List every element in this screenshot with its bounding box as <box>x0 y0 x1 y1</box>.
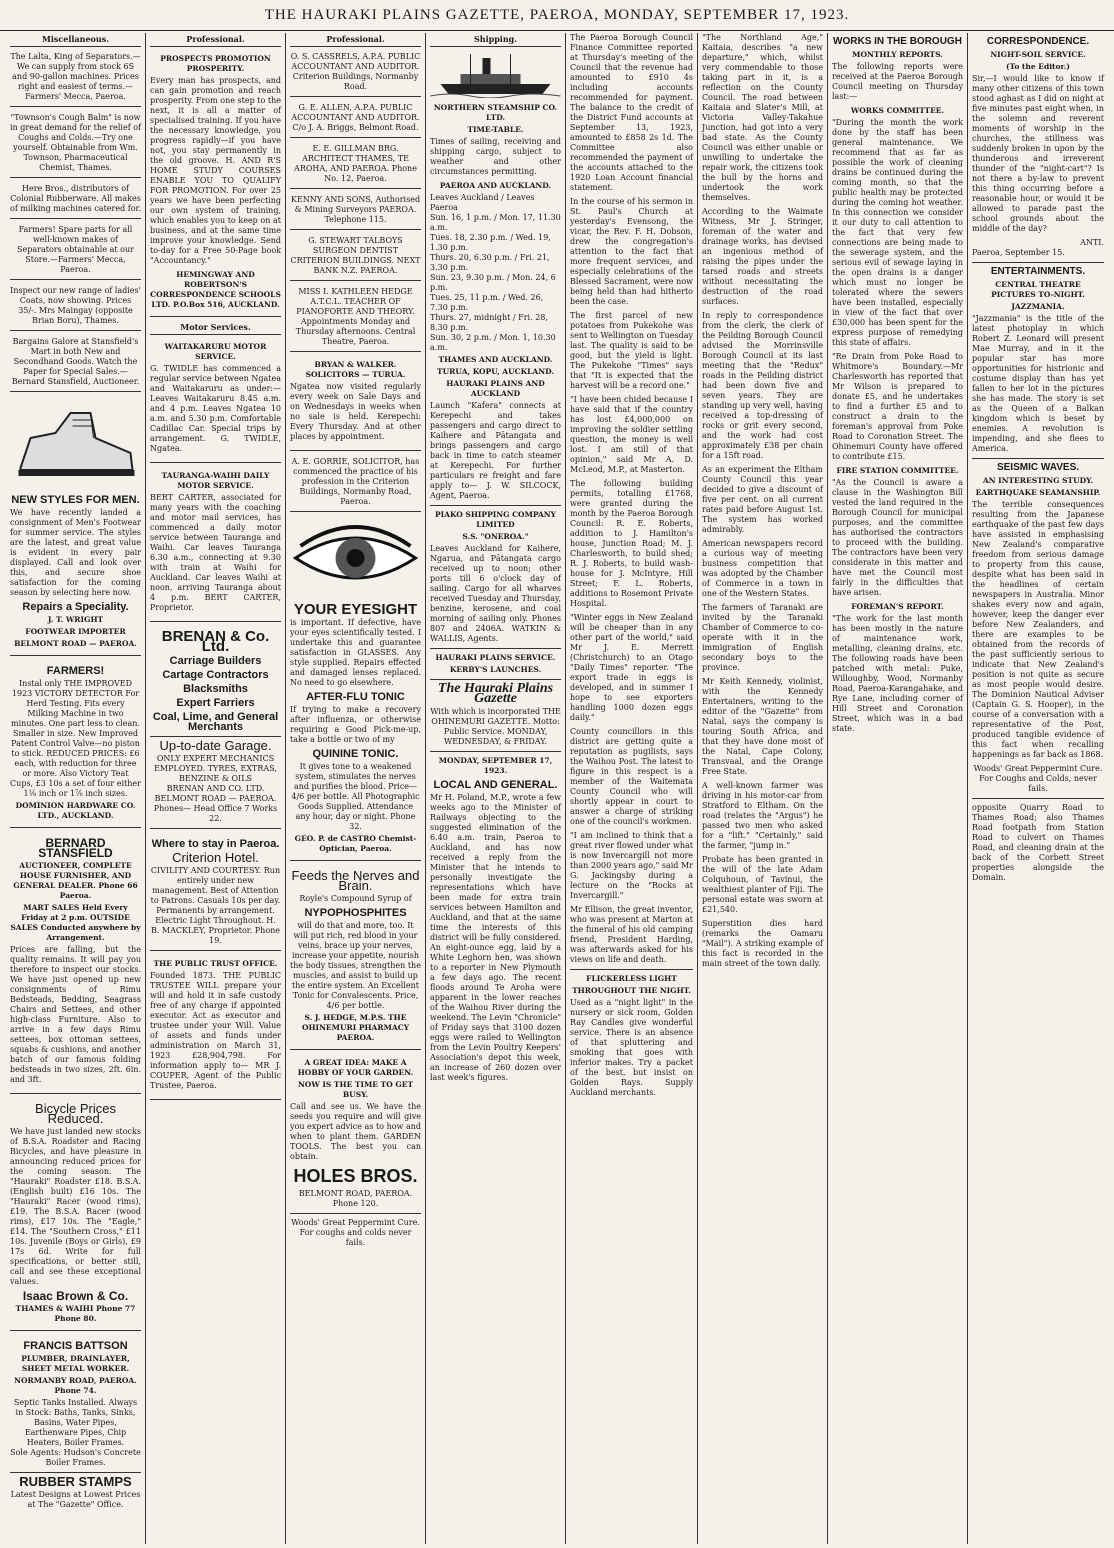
hauraki-auckland-title: HAURAKI PLAINS AND AUCKLAND <box>446 379 545 398</box>
ad-allen: G. E. ALLEN, A.P.A. PUBLIC ACCOUNTANT AND AUDITOR. C/o J. A. Briggs, Belmont Road. <box>290 101 421 138</box>
local-general-text: Mr H. Poland, M.P., wrote a few weeks ago to the Minister of Railways objecting to the suggested elimination of the 6.40 a.m. train, Paeroa to Auckland, and has now received a reply from the Minister that he intends to personally investigate the representations which have been made for extra train services between Hamilton and Auckland, and that at the same time the interests of this district will be fully considered. An eight-ounce egg, laid by a White Leghorn hen, was shown to a reporter in New Plymouth a few days ago. The recent floods around Te Aroha were apparent in the lower reaches of the Waihou River during the weekend. The Levin "Chronicle" of Friday says that 3100 dozen eggs were railed to Wellington from the Levin Poultry Keepers' Association's depot this week, an increase of 260 dozen over last week's figures. <box>430 793 561 1082</box>
news-paragraph: Probate has been granted in the will of the late Adam Colquhoun, of Tavinui, the wealthiest planter of Fiji. The personal estate was sworn at £21,540. <box>702 855 823 914</box>
column-works <box>828 33 968 1544</box>
news-paragraph: Mr Keith Kennedy, violinist, with the Kennedy Entertainers, writing to the editor of the "Gazette" from Natal, says the company is touring South Africa, and that they have done most of the Natal, Cape Colony, Transvaal, and the Orange Free State. <box>702 677 823 776</box>
hemingway: HEMINGWAY AND ROBERTSON'S CORRESPONDENCE SCHOOLS LTD. P.O.Box 516, AUCKLAND. <box>150 270 281 309</box>
launch-text: Launch "Kafera" connects at Kerepechi and takes passengers and cargo direct to Kaihere and Pātangata and brings passengers and cargo back in time to catch steamer at Kerepechi. For further particulars re freight and fare apply to— J. W. SILCOCK, Agent, Paeroa. <box>430 401 561 500</box>
nsc-title: NORTHERN STEAMSHIP CO. LTD. <box>433 103 558 122</box>
footer-text: opposite Quarry Road to Thames Road; also Thames Road footpath from Station Road to culvert on Thames Road, and cleaning drain at the back of the Corbett Street properties alongside the Domain. <box>972 803 1104 882</box>
timetable-row: Sun. 23, 9.30 p.m. / Mon. 24, 6 p.m. <box>430 273 556 292</box>
repairs-title: Repairs a Speciality. <box>22 601 129 613</box>
ad-nerves <box>290 865 421 1050</box>
ad-lalta: The Lalta, King of Separators.—We can supply from stock 6S and 90-gallon machines. Prices right and easiest of terms.—Farmers' Mecca, Paeroa. <box>10 50 141 107</box>
timetable-row: Thurs. 27, midnight / Fri. 28, 8.30 p.m. <box>430 313 548 332</box>
seismic-title: SEISMIC WAVES. <box>996 462 1080 473</box>
sole-agents: Sole Agents: Hudson's Concrete Boiler Frames. <box>10 1448 141 1467</box>
monthly-reports: MONTHLY REPORTS. <box>852 50 943 59</box>
fire-text: "As the Council is aware a clause in the Washington Bill vested the land required in the Borough Council for municipal purposes, and the committee has authorised the contractors to proceed with the building. The contractors have been very considerate in this matter and have met the Council most fairly in the difficulties that have arisen. <box>832 478 963 597</box>
news-paragraph: As an experiment the Eltham County Council this year decided to give a discount of five per cent. on all current rates paid before August 1st. The system has worked admirably. <box>702 465 823 534</box>
wright-name: J. T. WRIGHT <box>47 615 104 624</box>
criterion-title: Criterion Hotel. <box>172 850 259 865</box>
garage-text: ONLY EXPERT MECHANICS EMPLOYED. TYRES, EXTRAS, BENZINE & OILS <box>154 754 277 783</box>
afterflu-title: AFTER-FLU TONIC <box>306 691 405 703</box>
oneroa-title: S.S. "ONEROA." <box>462 532 529 541</box>
jazzmania-title: JAZZMANIA. <box>1011 302 1065 311</box>
brenan-line-3: Blacksmiths <box>183 683 248 695</box>
ad-townson: "Townson's Cough Balm" is now in great demand for the relief of Coughs and Colds.—Try one yourself. Obtainable from Wm. Townson, Pharmaceutical Chemist, Thames. <box>10 111 141 178</box>
works-text-2: "Re Drain from Poke Road to Whitmore's Boundary.—Mr Charlesworth has reported that Mr Wilson is prepared to donate £5, and he undertakes to find a further £5 and to construct a drain to the foreman's approval from Poke Road to Coronation Street. The Ohinemuri County have offered to contribute £15. <box>832 352 963 461</box>
ad-battson <box>10 1335 141 1473</box>
news-paragraph: The following building permits, totalling £1768, were granted during the month by the Paeroa Borough Council: R. E. Roberts, addition to J. Hamilton's house, Junction Road; M. J. Charlesworth, to build shed; R. J. Roberts, to build wash-house for J. McIntyre, Hill Street; F. L. Roberts, additions to Rosemont Private Hospital. <box>570 479 693 608</box>
entertainments-title: ENTERTAINMENTS. <box>990 266 1086 277</box>
ad-stansfield <box>10 832 141 1094</box>
steamship-illustration-icon <box>430 50 561 98</box>
bicycle-title: Bicycle Prices Reduced. <box>35 1101 116 1126</box>
new-styles-text: We have recently landed a consignment of Men's Footwear for summer service. The styles are the latest, and great value is evident in every pair displayed. Call and look over this, and secure shoe satisfaction for the coming season by selecting here now. <box>10 508 141 597</box>
ad-maingay: Inspect our new range of ladies' Coats, now showing. Prices 35/-. Mrs Maingay (opposite Brian Boru), Thames. <box>10 284 141 331</box>
new-styles-title: NEW STYLES FOR MEN. <box>11 494 140 506</box>
ad-hedge-piano: MISS I. KATHLEEN HEDGE A.T.C.L. TEACHER OF PIANOFORTE AND THEORY. Appointments Monday and Thursday afternoons. Central Theatre, Paeroa. <box>290 285 421 352</box>
kerby-title: KERBY'S LAUNCHES. <box>449 665 542 674</box>
hp-service-title: HAURAKI PLAINS SERVICE. <box>435 653 556 662</box>
fire-committee: FIRE STATION COMMITTEE. <box>836 466 959 475</box>
tauranga-title: TAURANGA-WAIHI DAILY MOTOR SERVICE. <box>161 471 270 490</box>
turua-title: TURUA, KOPU, AUCKLAND. <box>437 367 554 376</box>
news-paragraph: "I am inclined to think that a great river flowed under what is now Invercargill not more than 2000 years ago," said Mr G. Jackingsby during a lecture on the "Rocks at Invercargill." <box>570 831 693 900</box>
ad-holes <box>290 1054 421 1214</box>
seismic-sub: AN INTERESTING STUDY. <box>982 476 1094 485</box>
corr-date: Paeroa, September 15. <box>972 248 1065 257</box>
ad-bicycle <box>10 1098 141 1331</box>
ad-criterion <box>150 833 281 951</box>
jazz-text: "Jazzmania" is the title of the latest photoplay in which Robert Z. Leonard will present Mae Murray, and in it the popular star has more opportunities for histrionic and costume display than has yet fallen to her lot in the pictures she has made. The story is set as the Queen of a Balkan kingdom which is beset by enemies. A revolution is impending, and she flees to America. <box>972 314 1104 453</box>
column-shipping <box>426 33 566 1544</box>
woods-cure-2: Woods' Great Peppermint Cure. For Coughs and Colds, never fails. <box>973 764 1103 793</box>
public-trust-text: Founded 1873. THE PUBLIC TRUSTEE WILL prepare your will and hold it in safe custody free of any charge if appointed executor. Act as executor and trustee under your Will. Value of assets and funds under administration on March 31, 1923 £28,904,798. For information apply to— MR J. COUPER, Agent of the Public Trustee, Paeroa. <box>150 971 281 1090</box>
waitakaruru-text: G. TWIDLE has commenced a regular service between Ngatea and Waitakaruru as under:— Leaves Waitakaruru 8.45 a.m. and 4 p.m. Leaves Ngatea 10 a.m. and 5.30 p.m. Comfortable Cadillac Car. Special trips by arrangement. G. TWIDLE, Ngatea. <box>150 364 281 453</box>
news-paragraph: The farmers of Taranaki are invited by the Taranaki Chamber of Commerce to co-operate with it in the immigration of English secondary boys to the province. <box>702 603 823 672</box>
news-paragraph: The Paeroa Borough Council Finance Committee reported at Thursday's meeting of the Council that the revenue had amounted to £910 4s including accounts recommended for payment. The balance to the credit of the District Fund accounts at September 13, 1923, amounted to £858 2s 1d. The Committee also recommended the payment of the accounts attached to the 1920 Loan Account financial statement. <box>570 33 693 192</box>
timetable-text: Times of sailing, receiving and shipping cargo, subject to weather and other circumstances permitting. <box>430 137 561 176</box>
ad-cassrels: O. S. CASSRELS, A.P.A. PUBLIC ACCOUNTANT AND AUDITOR. Criterion Buildings, Normanby Road. <box>290 50 421 97</box>
nerves-text: Royle's Compound Syrup of <box>299 894 412 903</box>
works-text: "During the month the work done by the staff has been general maintenance. We recommend that as far as possible the work of cleaning drains be continued during the coming month, so that the public health may be protected during the coming hot weather. In this connection we consider it our duty to call attention to the fact that very few connections are being made to the sewerage system, and the serious evil of sewage laying in the open drains is a danger which must no longer be tolerated where the sewers have been installed, especially in view of the fact that over £30,000 has been spent for the express purpose of remedying this state of affairs. <box>832 118 963 347</box>
brenan-line-1: Carriage Builders <box>169 655 262 667</box>
timetable-row: Tues. 25, 11 p.m. / Wed. 26, 7.30 p.m. <box>430 293 544 312</box>
farmers-text: Instal only THE IMPROVED 1923 VICTORY DETECTOR For Herd Testing. Fits every Milking Machine in two minutes. One part less to clean. Smaller in size. New Improved Patent Control Valve—no piston to stick. REDUCED PRICES: £6 each, with reduction for three or more. Also Victory Teat Cups, £3 10s a set of four either 1⅛ inch or 1⅞ inch sizes. <box>10 679 141 798</box>
thames-auckland-title: THAMES AND AUCKLAND. <box>438 355 553 364</box>
quinine-text: It gives tone to a weakened system, stimulates the nerves and purifies the blood. Price—4/6 per bottle. All Photographic Goods Supplied. Attendance any hour, day or night. Phone 32. <box>291 762 420 831</box>
brenan-line-2: Cartage Contractors <box>162 669 269 681</box>
ad-talboys: G. STEWART TALBOYS SURGEON DENTIST CRITERION BUILDINGS. NEXT BANK N.Z. PAEROA. <box>290 234 421 281</box>
ad-kenny: KENNY AND SONS, Authorised & Mining Surveyors PAEROA. Telephone 115. <box>290 193 421 230</box>
flicker-sub: THROUGHOUT THE NIGHT. <box>572 986 691 995</box>
timetable-row: Tues. 18, 2.30 p.m. / Wed. 19, 1.30 p.m. <box>430 233 551 252</box>
ad-here-bros: Here Bros., distributors of Colonial Rubberware. All makes of milking machines catered for. <box>10 182 141 219</box>
great-idea: A GREAT IDEA: MAKE A HOBBY OF YOUR GARDEN. <box>297 1058 414 1077</box>
news-paragraph: "Winter eggs in New Zealand will be cheaper than in any other part of the world," said Mr J. E. Merrett (Christchurch) to an Otago "Daily Times" reporter. "The export trade in eggs is developed, and in summer I hope to see exporters handling 1000 dozen eggs daily." <box>570 613 693 722</box>
ad-farmers-detector <box>10 660 141 828</box>
prospects-title: PROSPECTS PROMOTION PROSPERITY. <box>160 54 271 73</box>
hypo-text: will do that and more, too. It will put rich, red blood in your veins, brace up your nerves, increase your appetite, nourish the body tissues, strengthen the muscles, and assist to build up the entire system. An Excellent Tonic for Convalescents. Price, 4/6 per bottle. <box>290 921 421 1010</box>
paeroa-auckland-title: PAEROA AND AUCKLAND. <box>439 181 552 190</box>
local-general-title: LOCAL AND GENERAL. <box>433 779 558 791</box>
dateline: MONDAY, SEPTEMBER 17, 1923. <box>438 756 553 775</box>
piako-title: PIAKO SHIPPING COMPANY LIMITED <box>434 510 557 529</box>
battson-title: FRANCIS BATTSON <box>23 1340 128 1352</box>
foremans-report: FOREMAN'S REPORT. <box>851 602 944 611</box>
flicker-title: FLICKERLESS LIGHT <box>586 974 677 983</box>
corr-sign: ANTI. <box>1080 238 1104 247</box>
isaac-brown: Isaac Brown & Co. <box>22 1289 129 1303</box>
central-theatre: CENTRAL THEATRE PICTURES TO-NIGHT. <box>991 280 1085 299</box>
holes-address: BELMONT ROAD, PAEROA. Phone 120. <box>298 1189 413 1208</box>
bryan-title: BRYAN & WALKER. SOLICITORS — TURUA. <box>305 360 406 379</box>
news-paragraph: "I have been chided because I have said that if the country has lost £4,000,000 on improving the soldier settling question, the money is well lost. I am still of that opinion," said Mr A. D. McLeod, M.P., at Masterton. <box>570 395 693 474</box>
busy-title: NOW IS THE TIME TO GET BUSY. <box>297 1080 414 1099</box>
piako-text: Leaves Auckland for Kaihere, Ngarua, and Pātangata cargo received up to noon; other ports till 6 o'clock day of sailing. Cargo for all wharves received Tuesday and Thursday, benzine, kerosene, and coal morning of sailing only. Phones 807 and 2406A. WATKIN & WALLIS, Agents. <box>430 544 561 643</box>
stansfield-sub: AUCTIONEER, COMPLETE HOUSE FURNISHER, AND GENERAL DEALER. Phone 66 Paeroa. <box>13 861 138 900</box>
ad-brenan <box>150 626 281 829</box>
eyesight-title: YOUR EYESIGHT <box>293 601 418 618</box>
brenan-line-5: Coal, Lime, and General Merchants <box>152 711 279 733</box>
section-header: Professional. <box>290 33 421 47</box>
timetable-row: Leaves Auckland / Leaves Paeroa <box>430 193 535 212</box>
eyesight-text: is important. If defective, have your eyes scientifically tested. I undertake this and guarantee satisfaction in GLASSES. Any style supplied. Repairs effected and damaged lenses replaced. No need to go elsewhere. <box>290 618 421 687</box>
prospects-text: Every man has prospects, and can gain promotion and reach prosperity. From one step to the next, it is all a matter of specialised training. If you have the necessary knowledge, you progress rapidly—if you have not, you stay permanently in the old groove. H. AND R'S HOME STUDY COURSES ENABLE YOU TO QUALIFY FOR PROMOTION. For over 25 years we have been perfecting our own system of training, which enables you to keep on at business, and at the same time improve your knowledge. Send to-day for a Free 50-Page book "Accountancy." <box>150 76 281 265</box>
timetable-row: Thurs. 20, 6.30 p.m. / Fri. 21, 3.30 p.m. <box>430 253 550 272</box>
corr-text: Sir,—I would like to know if many other citizens of this town stood aghast as I did on night at five minutes past eight when, in the solemn and reverent moments of worship in the churches, the stillness was suddenly broken in upon by the thunderous and irreverent thunder of the "night-cart"? Is not there a by-law to prevent this thing occurring before a reasonable hour, or would it be allowed to parade past the school grounds about the middle of the day? <box>972 74 1104 233</box>
timetable-row: Sun. 16, 1 p.m. / Mon. 17, 11.30 a.m. <box>430 213 561 232</box>
to-editor: (To the Editor.) <box>1006 62 1070 71</box>
holes-title: HOLES BROS. <box>293 1166 418 1186</box>
column-correspondence <box>968 33 1108 1544</box>
stansfield-text: Prices are falling, but the quality remains. It will pay you therefore to inspect our stocks. We have just opened up new consignments of Rimu Bedsteads, Bedding, Seagrass Chairs and Settees, and other high-class Furniture. Also to arrive in a few days Rimu settees, box ottoman settees, squabs & cushions, and another batch of our famous folding bedsteads in two sizes, 2ft. 6in. and 3ft. <box>10 945 141 1084</box>
gazette-sub: With which is incorporated THE OHINEMURI GAZETTE. Motto: Public Service. MONDAY, WEDNESDAY, & FRIDAY. <box>430 707 561 746</box>
wright-address: BELMONT ROAD — PAEROA. <box>14 639 137 648</box>
night-soil-title: NIGHT-SOIL SERVICE. <box>990 50 1086 59</box>
timetable-title: TIME-TABLE. <box>467 125 524 134</box>
ad-gorrie: A. E. GORRIE, SOLICITOR, has commenced the practice of his profession in the Criterion Buildings, Normanby Road, Paeroa. <box>290 455 421 512</box>
news-paragraph: Mr Ellison, the great inventor, who was present at Marton at the funeral of his old camping friend, President Harding, was afterwards asked for his views on life and death. <box>570 905 693 964</box>
ad-public-trust <box>150 955 281 1100</box>
septic-text: Septic Tanks Installed. Always in Stock: Baths, Tanks, Sinks, Basins, Water Pipes, Earthenware Pipes, Chip Heaters, Boiler Frames. <box>13 1398 138 1447</box>
afterflu-text: If trying to make a recovery after influenza, or otherwise requiring a Good Pick-me-up, take a bottle or two of my <box>290 705 421 744</box>
ad-farmers-mecca: Farmers! Spare parts for all well-known makes of Separators obtainable at our Store.—Farmers' Mecca, Paeroa. <box>10 223 141 280</box>
seismic-text: The terrible consequences resulting from the Japanese earthquake of the past few days have assisted in emphasising New Zealand's comparative freedom from serious damage to property from this cause, despite what has been said in the headlines of certain newspapers in Australia. Minor shakes every now and again, however, keep the danger ever before New Zealanders, and there are examples to be obtained from the records of the past sufficiently serious to indicate that New Zealand's position is not quite as secure as most people would desire. The Dominion Nautical Adviser (Captain G. S. Hooper), in the course of a conversation with a representative of the Post, produced tangible evidence of this fact when recalling happenings as far back as 1868. <box>972 500 1104 759</box>
ad-bryan-walker <box>290 356 421 451</box>
news-paragraph: The first parcel of new potatoes from Pukekohe was sent to Wellington on Tuesday last. The quality is said to be good, but the yield is light. The Pukekohe "Times" says that "It is expected that the harvest will be a record one." <box>570 311 693 390</box>
rubber-stamps-sub: Latest Designs at Lowest Prices at The "Gazette" Office. <box>10 1490 141 1509</box>
farmers-title: FARMERS! <box>46 665 105 677</box>
ad-new-styles <box>10 396 141 656</box>
ad-prospects <box>150 50 281 317</box>
brenan-address: BRENAN AND CO. LTD. BELMONT ROAD — PAEROA. Phones— Head Office 7 Works 22. <box>153 784 278 823</box>
news-paragraph: According to the Waimate Witness, Mr J. Stringer, foreman of the water and drainage works, has devised an ingenious method of raising the pipes under the tarsed roads and streets without necessitating the destruction of the road surfaces. <box>702 207 823 306</box>
battson-sub: PLUMBER, DRAINLAYER, SHEET METAL WORKER. <box>21 1354 130 1373</box>
waitakaruru-title: WAITAKARURU MOTOR SERVICE. <box>164 342 267 361</box>
news-paragraph: In the course of his sermon in St. Paul's Church at yesterday's Evensong, the vicar, the Rev. F. H. Dobson, drew the congregation's attention to the fact that more frequent services, and especially celebrations of the Blessed Sacrament, were now being held than had hitherto been the case. <box>570 197 693 306</box>
ad-gillman: E. E. GILLMAN BRG. ARCHITECT THAMES, TE AROHA, AND PAEROA. Phone No. 12, Paeroa. <box>290 142 421 189</box>
flicker-text: Used as a "night light" in the nursery or sick room, Golden Ray Candles give wonderful service. There is an absence of that spluttering and smoking that goes with inferior makes. Try a packet of the best, but insist on Golden Rays. Supply Auckland merchants. <box>570 998 693 1097</box>
dominion-hardware: DOMINION HARDWARE CO. LTD., AUCKLAND. <box>15 801 136 820</box>
section-header: Miscellaneous. <box>10 33 141 47</box>
column-professional-2 <box>286 33 426 1544</box>
stansfield-title: BERNARD STANSFIELD <box>38 836 113 860</box>
gazette-nameplate: The Hauraki Plains Gazette <box>437 681 554 706</box>
hypophosphites: NYPOPHOSPHITES <box>304 907 407 919</box>
masthead: THE HAURAKI PLAINS GAZETTE, PAEROA, MONDAY, SEPTEMBER 17, 1923. <box>0 0 1114 31</box>
eye-illustration-icon <box>290 518 421 598</box>
quinine-title: QUININE TONIC. <box>312 748 399 760</box>
news-paragraph: Superstition dies hard (remarks the Oamaru "Mail"). A striking example of this fact is recorded in the main street of the town daily. <box>702 919 823 968</box>
wright-sub: FOOTWEAR IMPORTER <box>25 627 126 636</box>
column-news-2 <box>698 33 828 1544</box>
ad-eyesight <box>290 516 421 861</box>
nerves-title: Feeds the Nerves and Brain. <box>291 868 420 893</box>
shoe-illustration-icon <box>10 398 141 488</box>
motor-services-header: Motor Services. <box>150 321 281 335</box>
works-committee: WORKS COMMITTEE. <box>850 106 945 115</box>
isaac-sub: THAMES & WAIHI Phone 77 Phone 80. <box>15 1304 136 1323</box>
where-to-stay: Where to stay in Paeroa. <box>151 838 280 850</box>
stansfield-mart: MART SALES Held Every Friday at 2 p.m. OUTSIDE SALES Conducted anywhere by Arrangement. <box>10 903 141 942</box>
earthquake-title: EARTHQUAKE SEAMANSHIP. <box>975 488 1101 497</box>
ad-stansfield-mart: Bargains Galore at Stansfield's Mart in both New and Secondhand Goods. Watch the Paper for Special Sales.—Bernard Stansfield, Auctioneer. <box>10 335 141 392</box>
public-trust-title: THE PUBLIC TRUST OFFICE. <box>153 959 278 968</box>
news-paragraph: In reply to correspondence from the clerk, the clerk of the Peilding Borough Council advised the Morrinsville Borough Council at its last meeting that the "Redux" roads in the Peilding district had been down five and seven years. They are standing up very well, having received a top-dressing of rocks or grit every second, and the work had cost approximately £38 per chain for a 15ft road. <box>702 311 823 460</box>
hedge-chemist: S. J. HEDGE, M.P.S. THE OHINEMURI PHARMACY PAEROA. <box>301 1013 410 1042</box>
criterion-text: CIVILITY AND COURTESY. Run entirely under new management. Best of Attention to Patrons. Casuals 10s per day. Permanents by arrangement. Electric Light Throughout. H. B. MACKLEY, Proprietor. Phone 19. <box>150 866 281 945</box>
news-paragraph: American newspapers record a curious way of meeting business competition that was adopted by the Chamber of Commerce in a town in one of the Western States. <box>702 539 823 598</box>
news-paragraph: "The Northland Age," Kaitaia, describes "a new departure," which, whilst very commendable to those taking part in it, is a reflection on the County Council. The road between Kaitaia and Slater's Mill, at Victoria Valley-Takahue Junction, had got into a very bad state. As the County Council was either unable or unwilling to undertake the repair work, the citizens took the bull by the horns and undertook the work themselves. <box>702 33 823 202</box>
column-miscellaneous <box>6 33 146 1544</box>
timetable-row: Sun. 30, 2 p.m. / Mon. 1, 10.30 a.m. <box>430 333 556 352</box>
tauranga-text: BERT CARTER, associated for many years with the coaching and motor mail services, has commenced a daily motor service between Tauranga and Waihi. Car leaves Tauranga 6.30 a.m., connecting at 9.30 with train at Waihi for Auckland. Car leaves Waihi at noon, arriving Tauranga about 4 p.m. BERT CARTER, Proprietor. <box>150 493 281 612</box>
woods-cure: Woods' Great Peppermint Cure. For coughs and colds never fails. <box>291 1218 420 1247</box>
ad-waitakaruru <box>150 338 281 463</box>
correspondence-title: CORRESPONDENCE. <box>986 36 1090 47</box>
battson-addr: NORMANBY ROAD, PAEROA. Phone 74. <box>14 1376 137 1395</box>
busy-text: Call and see us. We have the seeds you require and will give you expert advice as to how and when to plant them. GARDEN TOOLS. The best you can obtain. <box>290 1102 421 1161</box>
section-header: Professional. <box>150 33 281 47</box>
bicycle-text: We have just landed new stocks of B.S.A. Roadster and Racing Bicycles, and have pleasure in announcing reduced prices for the coming season. The "Hauraki" Roadster £18. B.S.A. (English built) £16 10s. The "Hauraki" Racer (wood rims), £19. The B.S.A. Racer (wood rims), £17 10s. The "Eagle," £14. The "Southern Cross," £11 10s. Juvenile (Boys or Girls), £9 17s 6d. Write for full specifications, or better still, call and see these exceptional values. <box>10 1127 141 1286</box>
column-professional <box>146 33 286 1544</box>
brenan-title: BRENAN & Co. Ltd. <box>161 628 270 655</box>
rubber-stamps-title: RUBBER STAMPS <box>19 1474 132 1489</box>
garage-title: Up-to-date Garage. <box>159 738 272 753</box>
column-news-1 <box>566 33 698 1544</box>
section-header: Shipping. <box>430 33 561 47</box>
brenan-line-4: Expert Farriers <box>176 697 255 709</box>
castro: GEO. P. de CASTRO Chemist-Optician, Paeroa. <box>294 834 417 853</box>
foremans-text: "The work for the last month has been mostly in the nature of maintenance work, metalling, cleaning drains, etc. The following roads have been patched with metal: Puke, Willoughby, Wood, Normanby Road, Paeroa-Karangahake, and Rye Lane, including corner of Hill Street and Coronation Street, which was in a bad state. <box>832 614 963 733</box>
ad-tauranga <box>150 467 281 622</box>
news-paragraph: County councillors in this district are getting quite a reputation as pugilists, says the Waihou Post. The latest to figure in this respect is a member of the Waitemata County Council who will shortly appear in court to answer a charge of striking one of the council's workmen. <box>570 727 693 826</box>
works-intro: The following reports were received at the Paeroa Borough Council meeting on Thursday last:— <box>832 62 963 101</box>
news-paragraph: A well-known farmer was driving in his motor-car from Stratford to Eltham. On the road (relates the "Argus") he passed two men who asked for a "lift." "Certainly," said the farmer, "jump in." <box>702 781 823 850</box>
bryan-text: Ngatea now visited regularly every week on Sale Days and on Wednesdays in weeks when no sale is held. Kerepechi: Every Thursday. And at other places by appointment. <box>290 382 421 441</box>
works-title: WORKS IN THE BOROUGH <box>833 36 962 47</box>
